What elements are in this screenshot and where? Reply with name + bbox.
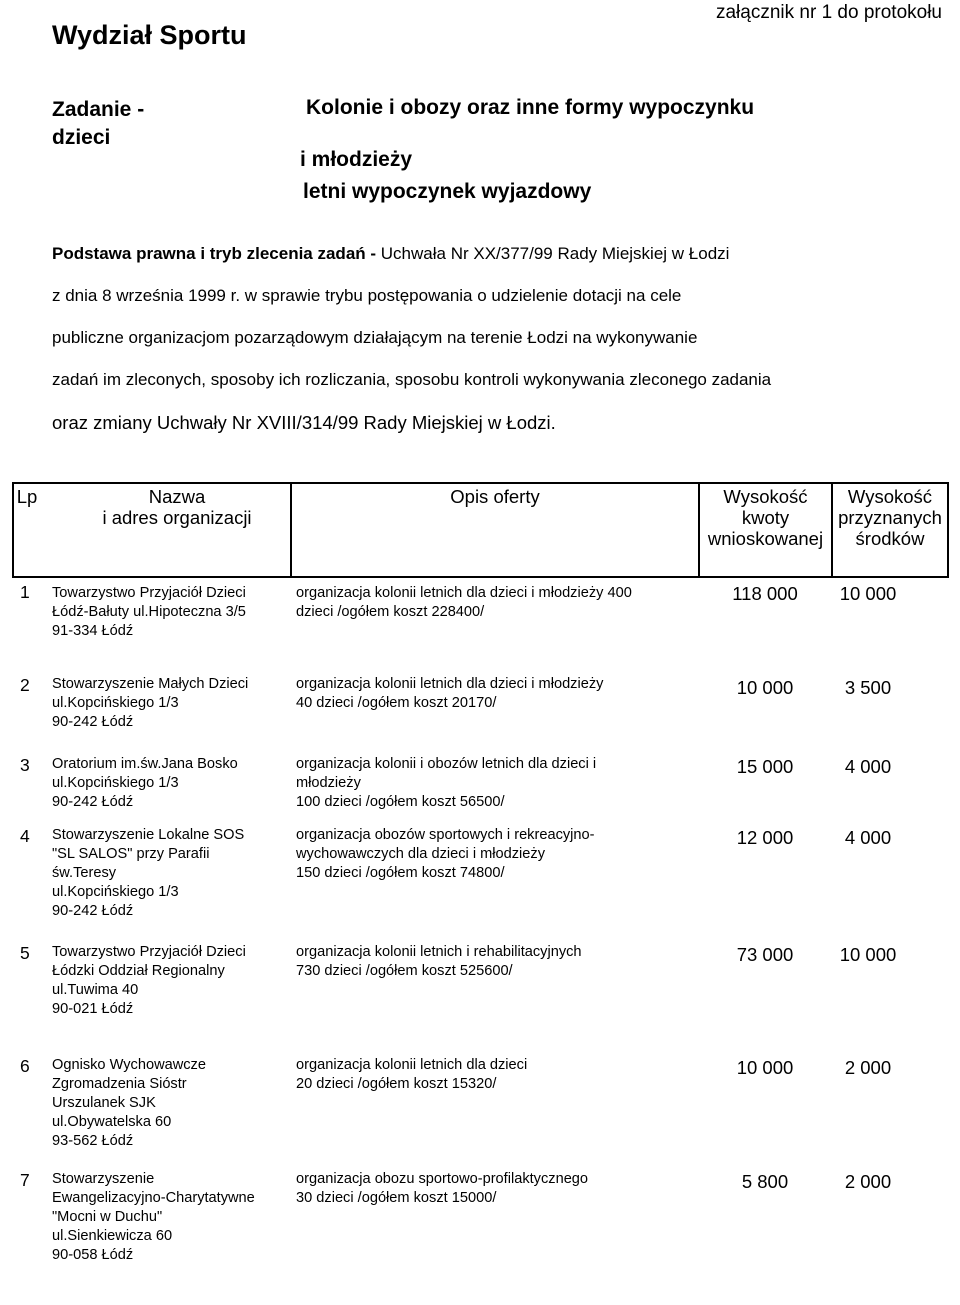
row-granted-amount: 2 000 bbox=[844, 1057, 892, 1078]
header-requested-line3: wnioskowanej bbox=[707, 528, 824, 549]
row-lp: 4 bbox=[20, 826, 30, 846]
row-offer-description bbox=[296, 943, 582, 981]
table-header-bottom-border bbox=[12, 576, 949, 578]
org-line: św.Teresy bbox=[52, 865, 117, 881]
row-offer-description bbox=[296, 675, 603, 713]
row-requested-amount: 73 000 bbox=[736, 944, 794, 965]
row-requested-amount: 10 000 bbox=[736, 1057, 794, 1078]
task-label bbox=[52, 96, 144, 152]
table-header-top-border bbox=[12, 482, 949, 484]
desc-line: 20 dzieci /ogółem koszt 15320/ bbox=[296, 1076, 497, 1092]
desc-line: 730 dzieci /ogółem koszt 525600/ bbox=[296, 963, 513, 979]
org-line: Łódź-Bałuty ul.Hipoteczna 3/5 bbox=[52, 604, 246, 620]
row-offer-description bbox=[296, 1170, 588, 1208]
desc-line: organizacja kolonii i obozów letnich dla dzieci i bbox=[296, 756, 597, 772]
org-line: Zgromadzenia Sióstr bbox=[52, 1076, 187, 1092]
legal-basis-line2: z dnia 8 września 1999 r. w sprawie trybu postępowania o udzielenie dotacji na cele bbox=[52, 286, 682, 305]
header-granted-line2: przyznanych bbox=[838, 507, 942, 528]
row-organization bbox=[52, 675, 248, 732]
row-organization bbox=[52, 826, 244, 921]
org-line: Stowarzyszenie bbox=[52, 1171, 155, 1187]
legal-basis-line1-text: Uchwała Nr XX/377/99 Rady Miejskiej w Łodzi bbox=[376, 244, 730, 263]
task-title-line3: letni wypoczynek wyjazdowy bbox=[303, 180, 592, 203]
org-line: 90-058 Łódź bbox=[52, 1247, 134, 1263]
org-line: Urszulanek SJK bbox=[52, 1095, 156, 1111]
row-granted-amount: 4 000 bbox=[844, 756, 892, 777]
row-offer-description bbox=[296, 1056, 527, 1094]
org-line: 90-242 Łódź bbox=[52, 794, 134, 810]
row-organization bbox=[52, 584, 246, 641]
row-requested-amount: 118 000 bbox=[732, 583, 798, 604]
desc-line: dzieci /ogółem koszt 228400/ bbox=[296, 604, 485, 620]
row-granted-amount: 2 000 bbox=[844, 1171, 892, 1192]
org-line: ul.Sienkiewicza 60 bbox=[52, 1228, 173, 1244]
task-title-line2: i młodzieży bbox=[300, 148, 413, 171]
row-organization bbox=[52, 1056, 206, 1151]
desc-line: organizacja kolonii letnich dla dzieci i młodzieży 400 bbox=[296, 585, 632, 601]
org-line: Ognisko Wychowawcze bbox=[52, 1057, 206, 1073]
row-lp: 1 bbox=[20, 582, 30, 602]
header-granted-line3: środków bbox=[855, 528, 925, 549]
row-offer-description bbox=[296, 584, 632, 622]
row-requested-amount: 5 800 bbox=[741, 1171, 789, 1192]
header-name-line2: i adres organizacji bbox=[102, 507, 252, 528]
org-line: Ewangelizacyjno-Charytatywne bbox=[52, 1190, 255, 1206]
row-lp: 6 bbox=[20, 1056, 30, 1076]
row-lp: 7 bbox=[20, 1170, 30, 1190]
department-title: Wydział Sportu bbox=[52, 20, 247, 50]
desc-line: młodzieży bbox=[296, 775, 361, 791]
row-organization bbox=[52, 755, 238, 812]
org-line: 93-562 Łódź bbox=[52, 1133, 134, 1149]
header-name bbox=[72, 486, 282, 528]
row-requested-amount: 15 000 bbox=[736, 756, 794, 777]
task-label-line2: dzieci bbox=[52, 126, 111, 149]
org-line: ul.Kopcińskiego 1/3 bbox=[52, 884, 179, 900]
row-requested-amount: 12 000 bbox=[736, 827, 794, 848]
desc-line: 100 dzieci /ogółem koszt 56500/ bbox=[296, 794, 505, 810]
row-offer-description bbox=[296, 755, 596, 812]
org-line: ul.Obywatelska 60 bbox=[52, 1114, 172, 1130]
header-name-line1: Nazwa bbox=[148, 486, 206, 507]
legal-basis-line1 bbox=[52, 244, 932, 264]
org-line: Stowarzyszenie Lokalne SOS bbox=[52, 827, 245, 843]
header-requested bbox=[700, 486, 831, 549]
row-lp: 3 bbox=[20, 755, 30, 775]
org-line: ul.Kopcińskiego 1/3 bbox=[52, 695, 179, 711]
header-requested-line2: kwoty bbox=[741, 507, 790, 528]
org-line: Łódzki Oddział Regionalny bbox=[52, 963, 225, 979]
org-line: 91-334 Łódź bbox=[52, 623, 134, 639]
row-lp: 2 bbox=[20, 675, 30, 695]
org-line: ul.Kopcińskiego 1/3 bbox=[52, 775, 179, 791]
org-line: Stowarzyszenie Małych Dzieci bbox=[52, 676, 249, 692]
org-line: Oratorium im.św.Jana Bosko bbox=[52, 756, 238, 772]
desc-line: organizacja obozu sportowo-profilaktycznego bbox=[296, 1171, 589, 1187]
header-granted bbox=[833, 486, 947, 549]
row-granted-amount: 10 000 bbox=[839, 944, 897, 965]
legal-basis-line4: zadań im zleconych, sposoby ich rozliczania, sposobu kontroli wykonywania zleconego zadania bbox=[52, 370, 772, 389]
header-granted-line1: Wysokość bbox=[847, 486, 933, 507]
org-line: ul.Tuwima 40 bbox=[52, 982, 139, 998]
org-line: Towarzystwo Przyjaciół Dzieci bbox=[52, 944, 246, 960]
table-header bbox=[12, 482, 949, 578]
org-line: "Mocni w Duchu" bbox=[52, 1209, 163, 1225]
task-label-line1: Zadanie - bbox=[52, 98, 145, 121]
desc-line: organizacja kolonii letnich i rehabilitacyjnych bbox=[296, 944, 582, 960]
desc-line: 30 dzieci /ogółem koszt 15000/ bbox=[296, 1190, 497, 1206]
org-line: 90-242 Łódź bbox=[52, 714, 134, 730]
desc-line: 40 dzieci /ogółem koszt 20170/ bbox=[296, 695, 497, 711]
legal-basis-line5: oraz zmiany Uchwały Nr XVIII/314/99 Rady Miejskiej w Łodzi. bbox=[52, 412, 556, 433]
row-lp: 5 bbox=[20, 943, 30, 963]
desc-line: organizacja kolonii letnich dla dzieci i młodzieży bbox=[296, 676, 604, 692]
row-granted-amount: 3 500 bbox=[844, 677, 892, 698]
desc-line: wychowawczych dla dzieci i młodzieży bbox=[296, 846, 545, 862]
row-requested-amount: 10 000 bbox=[736, 677, 794, 698]
header-offer: Opis oferty bbox=[450, 486, 540, 507]
row-organization bbox=[52, 1170, 255, 1265]
legal-basis-line3: publiczne organizacjom pozarządowym działającym na terenie Łodzi na wykonywanie bbox=[52, 328, 698, 347]
header-lp: Lp bbox=[16, 486, 38, 507]
org-line: 90-021 Łódź bbox=[52, 1001, 134, 1017]
row-granted-amount: 10 000 bbox=[839, 583, 897, 604]
org-line: "SL SALOS" przy Parafii bbox=[52, 846, 210, 862]
table-border-right bbox=[947, 482, 949, 578]
row-organization bbox=[52, 943, 246, 1019]
row-granted-amount: 4 000 bbox=[844, 827, 892, 848]
header-requested-line1: Wysokość bbox=[723, 486, 808, 507]
desc-line: 150 dzieci /ogółem koszt 74800/ bbox=[296, 865, 505, 881]
desc-line: organizacja kolonii letnich dla dzieci bbox=[296, 1057, 528, 1073]
task-title-line1: Kolonie i obozy oraz inne formy wypoczynku bbox=[306, 96, 755, 119]
legal-basis-heading: Podstawa prawna i tryb zlecenia zadań - bbox=[52, 244, 377, 263]
org-line: Towarzystwo Przyjaciół Dzieci bbox=[52, 585, 246, 601]
annex-label: załącznik nr 1 do protokołu bbox=[715, 2, 942, 23]
org-line: 90-242 Łódź bbox=[52, 903, 134, 919]
row-offer-description bbox=[296, 826, 595, 883]
desc-line: organizacja obozów sportowych i rekreacyjno- bbox=[296, 827, 595, 843]
